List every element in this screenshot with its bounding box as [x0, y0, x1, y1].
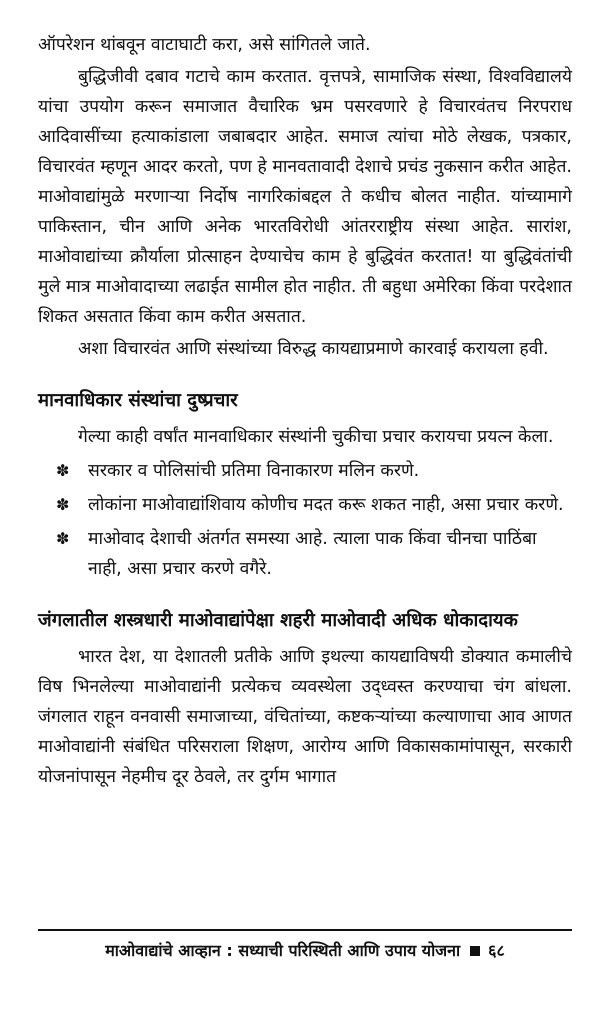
list-item-text: माओवाद देशाची अंतर्गत समस्या आहे. त्याला पाक किंवा चीनचा पाठिंबा नाही, असा प्रचार करणे वगैरे. [88, 529, 537, 579]
asterisk-bullet-icon: ✽ [56, 461, 70, 480]
paragraph-india: भारत देश, या देशातली प्रतीके आणि इथल्या कायद्याविषयी डोक्यात कमालीचे विष भिनलेल्या माओवाद्यांनी प्रत्येकच व्यवस्थेला उद्‌ध्वस्त करण्याचा चंग बांधला. जंगलात राहून वनवासी समाजाच्या, वंचितांच्या, कष्टकऱ्यांच्या कल्याणाचा आव आणत माओवाद्यांनी संबंधित परिसराला शिक्षण, आरोग्य आणि विकासकामांपासून, सरकारी योजनांपासून नेहमीच दूर ठेवले, तर दुर्गम भागात [38, 647, 572, 787]
list-item [38, 456, 572, 486]
square-separator-icon [470, 946, 480, 956]
page-footer [38, 938, 572, 964]
paragraph-continuation: ऑपरेशन थांबवून वाटाघाटी करा, असे सांगितले जाते. [38, 35, 371, 55]
asterisk-bullet-icon: ✽ [56, 529, 70, 548]
list-item [38, 490, 572, 520]
list-item [38, 524, 572, 584]
paragraph-propaganda: गेल्या काही वर्षांत मानवाधिकार संस्थांनी चुकीचा प्रचार करायचा प्रयत्न केला. [78, 427, 554, 447]
footer-book-title: माओवाद्यांचे आव्हान : सध्याची परिस्थिती आणि उपाय योजना [105, 941, 461, 960]
page-number: ६८ [488, 941, 505, 960]
paragraph-action: अशा विचारवंत आणि संस्थांच्या विरुद्ध कायद्याप्रमाणे कारवाई करायला हवी. [78, 339, 549, 359]
footer-divider [38, 929, 572, 931]
bullet-list [38, 456, 572, 584]
list-item-text: लोकांना माओवाद्यांशिवाय कोणीच मदत करू शकत नाही, असा प्रचार करणे. [88, 495, 564, 515]
section-heading-human-rights: मानवाधिकार संस्थांचा दुष्प्रचार [38, 390, 238, 411]
page-body [38, 30, 572, 792]
section-heading-urban-maoists: जंगलातील शस्त्रधारी माओवाद्यांपेक्षा शहरी माओवादी अधिक धोकादायक [38, 610, 518, 631]
paragraph-intellectuals: बुद्धिजीवी दबाव गटाचे काम करतात. वृत्तपत्रे, सामाजिक संस्था, विश्वविद्यालये यांचा उपयोग करून समाजात वैचारिक भ्रम पसरवणारे हे विचारवंतच निरपराध आदिवासींच्या हत्याकांडाला जबाबदार आहेत. समाज त्यांचा मोठे लेखक, पत्रकार, विचारवंत म्हणून आदर करतो, पण हे मानवतावादी देशाचे प्रचंड नुकसान करीत आहेत. माओवाद्यांमुळे मरणाऱ्या निर्दोष नागरिकांबद्दल ते कधीच बोलत नाहीत. यांच्यामागे पाकिस्तान, चीन आणि अनेक भारतविरोधी आंतरराष्ट्रीय संस्था आहेत. सारांश, माओवाद्यांच्या क्रौर्याला प्रोत्साहन देण्याचेच काम हे बुद्धिवंत करतात! या बुद्धिवंतांची मुले मात्र माओवादाच्या लढाईत सामील होत नाहीत. ती बहुधा अमेरिका किंवा परदेशात शिकत असतात किंवा काम करीत असतात. [38, 67, 572, 327]
asterisk-bullet-icon: ✽ [56, 495, 70, 514]
list-item-text: सरकार व पोलिसांची प्रतिमा विनाकारण मलिन करणे. [88, 461, 420, 481]
